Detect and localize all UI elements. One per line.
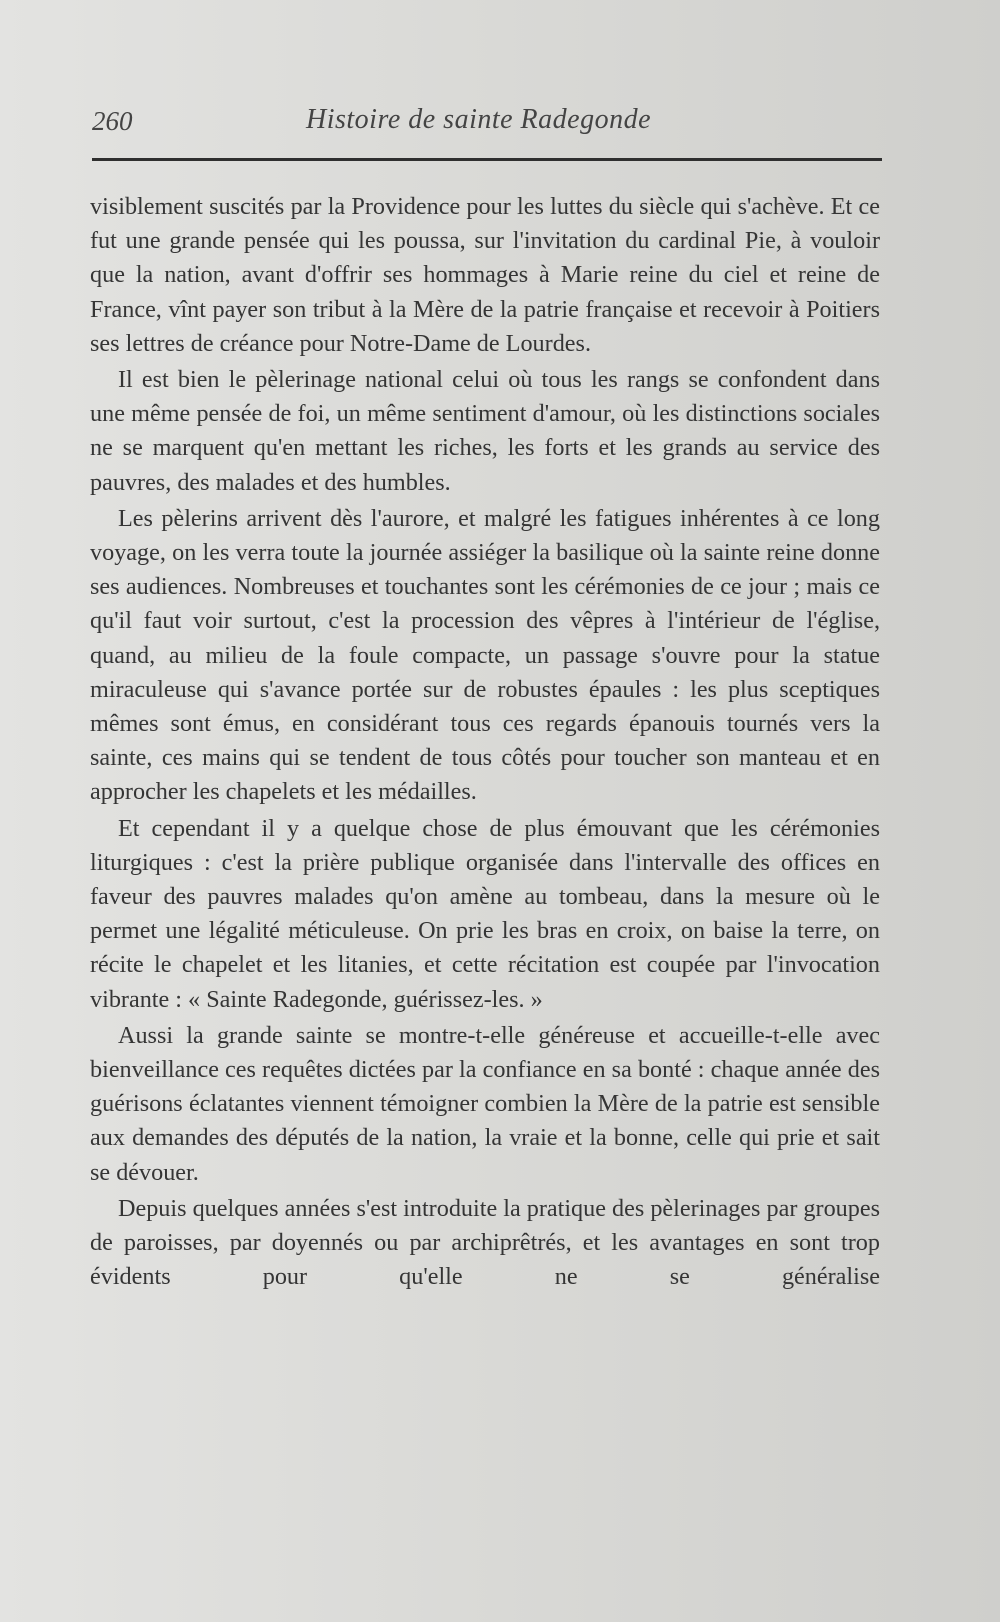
running-title: Histoire de sainte Radegonde <box>306 104 652 135</box>
paragraph-1: visiblement suscités par la Providence pour les luttes du siècle qui s'achève. Et ce fut une grande pensée qui les poussa, sur l'invitation du cardinal Pie, à vouloir que la nation, avant d'offrir ses hommages à Marie reine du ciel et reine de France, vînt payer son tribut à la Mère de la patrie française et recevoir à Poitiers ses lettres de créance pour Notre-Dame de Lourdes. <box>90 193 880 357</box>
paragraph-6: Depuis quelques années s'est introduite la pratique des pèlerinages par groupes de paroisses, par doyennés ou par archiprêtrés, et les avantages en sont trop évidents pour qu'elle ne se généralise <box>90 1194 881 1291</box>
paragraph-2: Il est bien le pèlerinage national celui où tous les rangs se confondent dans une même pensée de foi, un même sentiment d'amour, où les distinctions sociales ne se marquent qu'en mettant les riches, les forts et les grands au service des pauvres, des malades et des humbles. <box>90 366 880 496</box>
page-body <box>90 190 880 1295</box>
page-number: 260 <box>92 106 133 136</box>
paragraph-3: Les pèlerins arrivent dès l'aurore, et malgré les fatigues inhérentes à ce long voyage, on les verra toute la journée assiéger la basilique où la sainte reine donne ses audiences. Nombreuses et touchantes sont les cérémonies de ce jour ; mais ce qu'il faut voir surtout, c'est la procession des vêpres à l'intérieur de l'église, quand, au milieu de la foule compacte, un passage s'ouvre pour la statue miraculeuse qui s'avance portée sur de robustes épaules : les plus sceptiques mêmes sont émus, en considérant tous ces regards épanouis tournés vers la sainte, ces mains qui se tendent de tous côtés pour toucher son manteau et en approcher les chapelets et les médailles. <box>90 504 880 806</box>
paragraph-4: Et cependant il y a quelque chose de plus émouvant que les cérémonies liturgiques : c'est la prière publique organisée dans l'intervalle des offices en faveur des pauvres malades qu'on amène au tombeau, dans la mesure où le permet une légalité méticuleuse. On prie les bras en croix, on baise la terre, on récite le chapelet et les litanies, et cette récitation est coupée par l'invocation vibrante : « Sainte Radegonde, guérissez-les. » <box>90 814 880 1013</box>
page-header <box>92 104 882 144</box>
paragraph-5: Aussi la grande sainte se montre-t-elle généreuse et accueille-t-elle avec bienveillance ces requêtes dictées par la confiance en sa bonté : chaque année des guérisons éclatantes viennent témoigner combien la Mère de la patrie est sensible aux demandes des députés de la nation, la vraie et la bonne, celle qui prie et sait se dévouer. <box>90 1021 880 1186</box>
header-rule <box>92 158 882 161</box>
